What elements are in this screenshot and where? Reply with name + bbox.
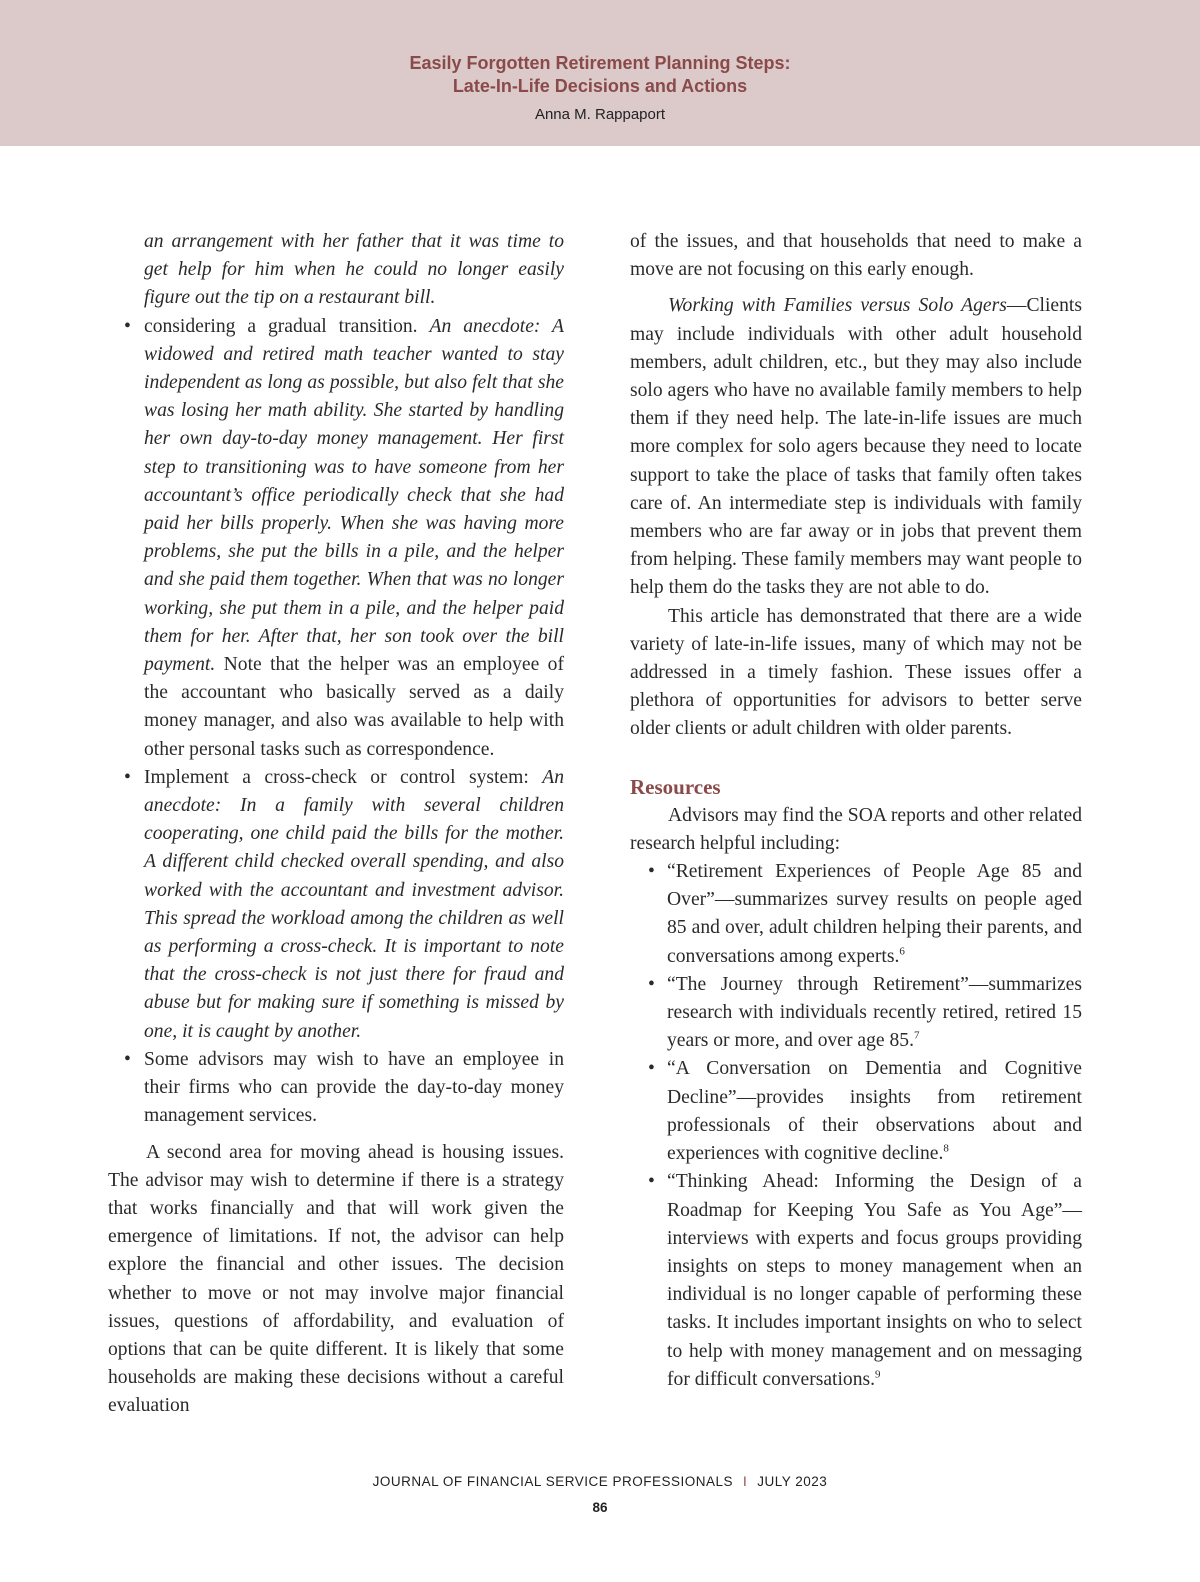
title-line-1: Easily Forgotten Retirement Planning Steps: (409, 53, 791, 73)
list-item (108, 1046, 564, 1131)
footnote-ref: 7 (914, 1029, 920, 1042)
resource-text: “The Journey through Retirement”—summarizes research with individuals recently retired, retired 15 years or more, and over age 85. (667, 973, 1082, 1052)
journal-name: JOURNAL OF FINANCIAL SERVICE PROFESSIONALS (372, 1474, 733, 1489)
left-column (108, 228, 564, 1421)
footnote-ref: 9 (875, 1368, 881, 1381)
conclusion-paragraph: This article has demonstrated that there are a wide variety of late-in-life issues, many of which may not be addressed in a timely fashion. These issues offer a plethora of opportunities for advisors to better serve older clients or adult children with older parents. (630, 605, 1082, 740)
bullet-lead: considering a gradual transition. (144, 315, 430, 337)
resource-text: “Thinking Ahead: Informing the Design of a Roadmap for Keeping You Safe as You Age”—interviews with experts and focus groups providing insights on steps to money management when an individual is no longer capable of performing these tasks. It includes important insights on who to select to help with money management and on messaging for difficult conversations. (667, 1171, 1082, 1390)
housing-paragraph: A second area for moving ahead is housing issues. The advisor may wish to determine if there is a strategy that works financially and that will work given the emergence of limitations. If not, the advisor can help explore the financial and other issues. The decision whether to move or not may involve major financial issues, questions of affordability, and evaluation of options that can be quite different. It is likely that some households are making these decisions without a careful evaluation (108, 1141, 564, 1417)
page-header (0, 0, 1200, 146)
list-item (630, 1168, 1082, 1394)
continued-anecdote: an arrangement with her father that it was time to get help for him when he could no longer easily figure out the tip on a restaurant bill. (144, 231, 564, 309)
bullet-lead: Implement a cross-check or control system: (144, 766, 543, 788)
title-line-2: Late-In-Life Decisions and Actions (452, 76, 748, 96)
article-title (0, 52, 1200, 98)
author-name: Anna M. Rappaport (534, 106, 666, 123)
page-footer (0, 1474, 1200, 1489)
resources-intro: Advisors may find the SOA reports and other related research helpful including: (630, 804, 1082, 854)
bullet-anecdote: An anecdote: In a family with several children cooperating, one child paid the bills for the mother. A different child checked overall spending, and also worked with the accountant and investment advisor. This spread the workload among the children as well as performing a cross-check. It is important to note that the cross-check is not just there for fraud and abuse but for making sure if something is missed by one, it is caught by another. (144, 766, 564, 1042)
resource-text: “Retirement Experiences of People Age 85 and Over”—summarizes survey results on people aged 85 and over, adult children helping their parents, and conversations among experts. (667, 861, 1082, 967)
footnote-ref: 8 (943, 1142, 949, 1155)
paragraph-body: —Clients may include individuals with other adult household members, adult children, etc., but they may also include solo agers who have no available family members to help them if they need help. The late-in-life issues are much more complex for solo agers because they need to locate support to take the place of tasks that family often takes care of. An intermediate step is individuals with family members who are far away or in jobs that prevent them from helping. These family members may want people to help them do the tasks they are not able to do. (630, 295, 1082, 599)
continued-paragraph: of the issues, and that households that need to make a move are not focusing on this early enough. (630, 231, 1082, 281)
resources-heading: Resources (630, 774, 721, 799)
solo-agers-paragraph (630, 292, 1082, 602)
bullet-lead: Some advisors may wish to have an employee in their firms who can provide the day-to-day money management services. (144, 1048, 564, 1127)
footnote-ref: 6 (899, 945, 905, 958)
bullet-tail: Note that the helper was an employee of the accountant who basically served as a daily money manager, and also was available to help with other personal tasks such as correspondence. (144, 654, 564, 760)
list-item (630, 971, 1082, 1056)
bullet-anecdote: An anecdote: A widowed and retired math teacher wanted to stay independent as long as possible, but also felt that she was losing her math ability. She started by handling her own day-to-day money management. Her first step to transitioning was to have someone from her accountant’s office periodically check that she had paid her bills properly. When she was having more problems, she put the bills in a pile, and the helper and she paid them together. When that was no longer working, she put them in a pile, and the helper paid them for her. After that, her son took over the bill payment. (144, 315, 564, 676)
paragraph-lead: Working with Families versus Solo Agers (668, 295, 1007, 317)
list-item (108, 313, 564, 764)
list-item (630, 858, 1082, 971)
issue-date: JULY 2023 (757, 1474, 828, 1489)
page-number: 86 (592, 1500, 608, 1515)
left-bullet-list (108, 313, 564, 1131)
list-item (108, 764, 564, 1046)
right-column (630, 228, 1082, 1394)
list-item (630, 1055, 1082, 1168)
resources-list (630, 858, 1082, 1394)
footer-separator: I (743, 1474, 748, 1489)
resource-text: “A Conversation on Dementia and Cognitive Decline”—provides insights from retirement professionals of their observations about and experiences with cognitive decline. (667, 1058, 1082, 1165)
